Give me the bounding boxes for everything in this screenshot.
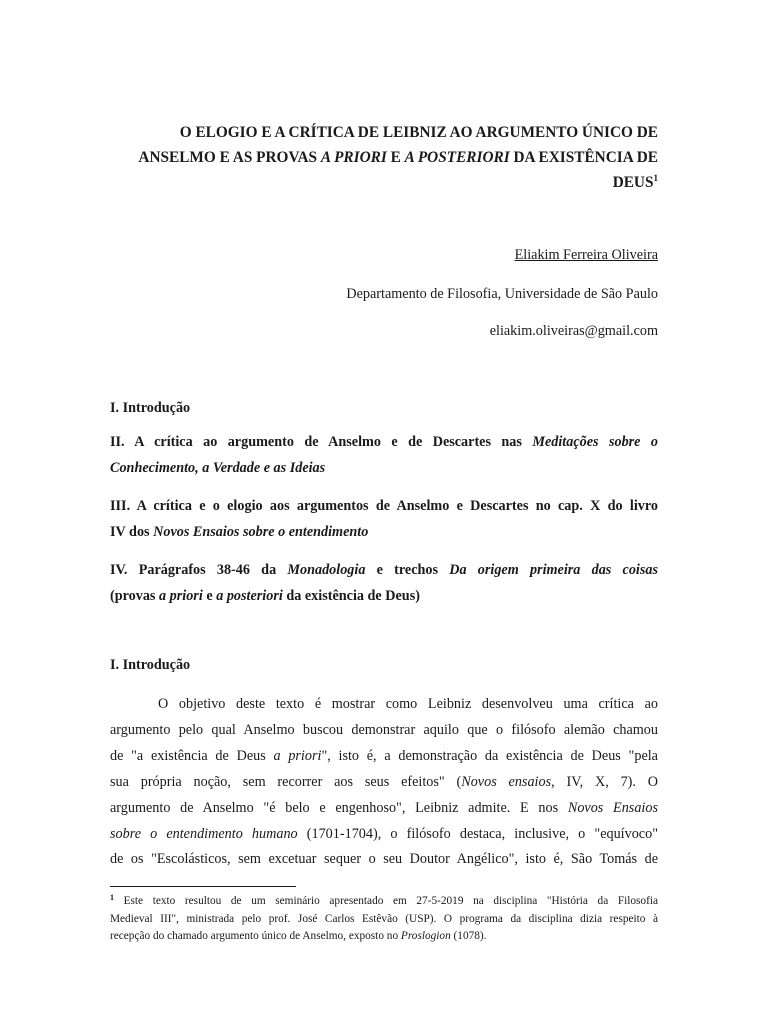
body-italic: Novos Ensaios (567, 799, 658, 816)
title-text: E (386, 149, 405, 166)
toc-item-1-text: I. Introdução (110, 400, 191, 416)
toc-item-2 (110, 430, 658, 481)
body-text: , IV, X, 7). O (551, 773, 659, 790)
body-text: argumento de Anselmo "é belo e engenhoso", Leibniz admite. E nos (110, 799, 568, 816)
body-line-5 (110, 796, 658, 822)
toc-item-2-line-2 (110, 456, 658, 482)
toc-text: e (202, 587, 217, 604)
toc-item-4-line-1 (110, 558, 658, 584)
body-text: de "a existência de Deus (110, 747, 274, 764)
footnote-line-2: Medieval III", ministrada pelo prof. José Carlos Estêvão (USP). O programa da disciplina dizia respeito à (110, 912, 658, 925)
author-department: Departamento de Filosofia, Universidade de São Paulo (346, 286, 658, 302)
author-email[interactable]: eliakim.oliveiras@gmail.com (489, 323, 658, 339)
body-line-2: argumento pelo qual Anselmo buscou demonstrar aquilo que o filósofo alemão chamou (110, 721, 658, 738)
author-name: Eliakim Ferreira Oliveira (514, 247, 658, 263)
toc-item-4-line-2 (110, 584, 658, 610)
toc-italic-title: Monadologia (287, 562, 366, 578)
toc-item-2-line-1 (110, 430, 658, 456)
title-line-1: O ELOGIO E A CRÍTICA DE LEIBNIZ AO ARGUMENTO ÚNICO DE (179, 124, 658, 141)
footnote-text: recepção do chamado argumento único de Anselmo, exposto no (110, 930, 401, 942)
title-italic-a-priori: A PRIORI (320, 149, 387, 166)
toc-italic-title: Novos Ensaios sobre o entendimento (153, 523, 369, 540)
body-text: (1701-1704), o filósofo destaca, inclusive, o "equívoco" (297, 825, 658, 842)
toc-italic-title: Conhecimento, a Verdade e as Ideias (110, 459, 326, 476)
toc-text: IV. Parágrafos 38-46 da (110, 562, 288, 578)
toc-italic-title: Meditações sobre o (532, 434, 658, 450)
title-italic-a-posteriori: A POSTERIORI (404, 149, 510, 166)
footnote-mark: 1 (110, 893, 114, 902)
body-italic: sobre o entendimento humano (110, 825, 298, 842)
footnote (110, 893, 658, 946)
body-line-7: de os "Escolásticos, sem excetuar sequer o seu Doutor Angélico", isto é, São Tomás de (110, 851, 658, 868)
title-text: DEUS (612, 174, 654, 191)
title-text: ANSELMO E AS PROVAS (138, 149, 321, 166)
title-line-3 (110, 170, 658, 195)
toc-text: IV dos (110, 523, 154, 540)
toc-item-3 (110, 494, 658, 545)
footnote-text: (1078). (450, 930, 487, 942)
section-heading: I. Introdução (110, 657, 191, 673)
body-italic: Novos ensaios (461, 773, 552, 790)
title-footnote-mark[interactable]: 1 (653, 173, 658, 183)
footnote-line-1 (110, 893, 658, 911)
footnote-divider (110, 886, 296, 887)
body-line-4 (110, 770, 658, 796)
body-paragraph (110, 692, 658, 873)
document-title (110, 120, 658, 195)
body-line-3 (110, 744, 658, 770)
toc-text: (provas (110, 587, 160, 604)
toc-item-1 (110, 396, 658, 422)
body-text: ", isto é, a demonstração da existência de Deus "pela (321, 747, 658, 764)
body-line-1: O objetivo deste texto é mostrar como Leibniz desenvolveu uma crítica ao (158, 696, 658, 712)
toc-item-4 (110, 558, 658, 609)
body-text: sua própria noção, sem recorrer aos seus efeitos" ( (110, 773, 462, 790)
toc-italic-term: a posteriori (216, 587, 283, 604)
title-line-2 (110, 145, 658, 170)
toc-item-3-line-1: III. A crítica e o elogio aos argumentos de Anselmo e Descartes no cap. X do livro (110, 498, 658, 514)
toc-text: da existência de Deus) (282, 587, 420, 604)
toc-italic-term: a priori (159, 587, 203, 604)
toc-text: e trechos (365, 562, 450, 578)
title-text: DA EXISTÊNCIA DE (509, 149, 658, 166)
footnote-italic: Proslogion (400, 930, 451, 942)
toc-text: II. A crítica ao argumento de Anselmo e de Descartes nas (110, 434, 533, 450)
toc-item-3-line-2 (110, 520, 658, 546)
body-line-6 (110, 822, 658, 848)
footnote-line-3 (110, 928, 658, 946)
footnote-text: Este texto resultou de um seminário apresentado em 27-5-2019 na disciplina "História da Filosofia (114, 895, 658, 907)
body-italic: a priori (273, 747, 322, 764)
toc-italic-title: Da origem primeira das coisas (449, 562, 658, 578)
